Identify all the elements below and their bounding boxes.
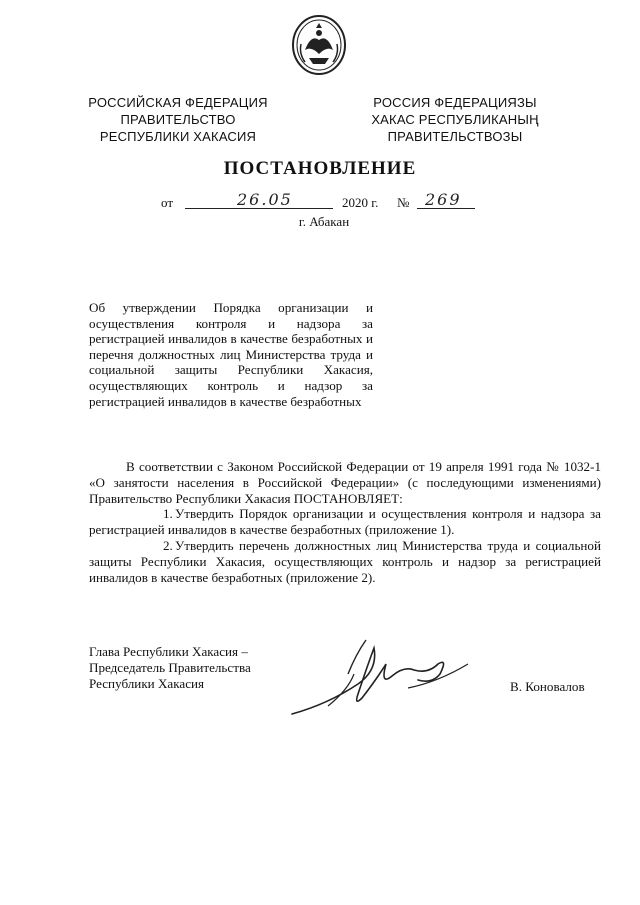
signatory-position (89, 644, 289, 692)
body-item-paragraph (89, 506, 601, 538)
number-handwritten: 269 (425, 190, 462, 209)
date-handwritten: 26.05 (237, 190, 293, 209)
header-right-line: ПРАВИТЕЛЬСТВОЗЫ (387, 129, 523, 144)
city-line: г. Абакан (298, 214, 350, 229)
document-body (89, 459, 601, 585)
header-left-line: РОССИЙСКАЯ ФЕДЕРАЦИЯ (88, 95, 268, 110)
handwritten-signature (288, 634, 478, 718)
body-intro-paragraph: В соответствии с Законом Российской Федерации от 19 апреля 1991 года № 1032-1 «О занятости населения в Российской Федерации» (с последующими изменениями) Правительство Республики Хакасия ПОСТАНОВЛЯЕТ: (89, 459, 601, 506)
item-number: 1. (163, 506, 173, 522)
position-line: Глава Республики Хакасия – (89, 644, 248, 659)
coat-of-arms-emblem (291, 14, 347, 76)
item-number: 2. (163, 537, 173, 553)
header-right-block (346, 94, 564, 145)
document-subject: Об утверждении Порядка организации и осуществления контроля и надзора за регистрацией инвалидов в качестве безработных и перечня должностных лиц Министерства труда и социальной защиты Республики Хакасия, осуществляющих контроль и надзор за регистрацией инвалидов в качестве безработных (89, 300, 373, 409)
header-right-line: РОССИЯ ФЕДЕРАЦИЯЗЫ (373, 95, 537, 110)
date-year: 2020 г. (342, 195, 379, 210)
document-title: ПОСТАНОВЛЕНИЕ (223, 158, 417, 179)
header-right-line: ХАКАС РЕСПУБЛИКАНЫҢ (371, 112, 539, 127)
header-left-line: РЕСПУБЛИКИ ХАКАСИЯ (99, 129, 257, 144)
signatory-name: В. Коновалов (510, 679, 585, 694)
item-text: Утвердить перечень должностных лиц Министерства труда и социальной защиты Республики Хакасия, осуществляющих контроль и надзор за регистрацией инвалидов в качестве безработных (приложение 2). (89, 537, 601, 585)
header-left-line: ПРАВИТЕЛЬСТВО (120, 112, 236, 127)
date-prefix: от (161, 195, 174, 210)
header-left-block (80, 94, 276, 145)
date-number-line (161, 191, 491, 215)
body-item-paragraph (89, 538, 601, 585)
position-line: Республики Хакасия (89, 676, 205, 691)
position-line: Председатель Правительства (89, 660, 251, 675)
number-sign: № (397, 195, 410, 210)
item-text: Утвердить Порядок организации и осуществления контроля и надзора за регистрацией инвалидов в качестве безработных (приложение 1). (89, 506, 601, 538)
